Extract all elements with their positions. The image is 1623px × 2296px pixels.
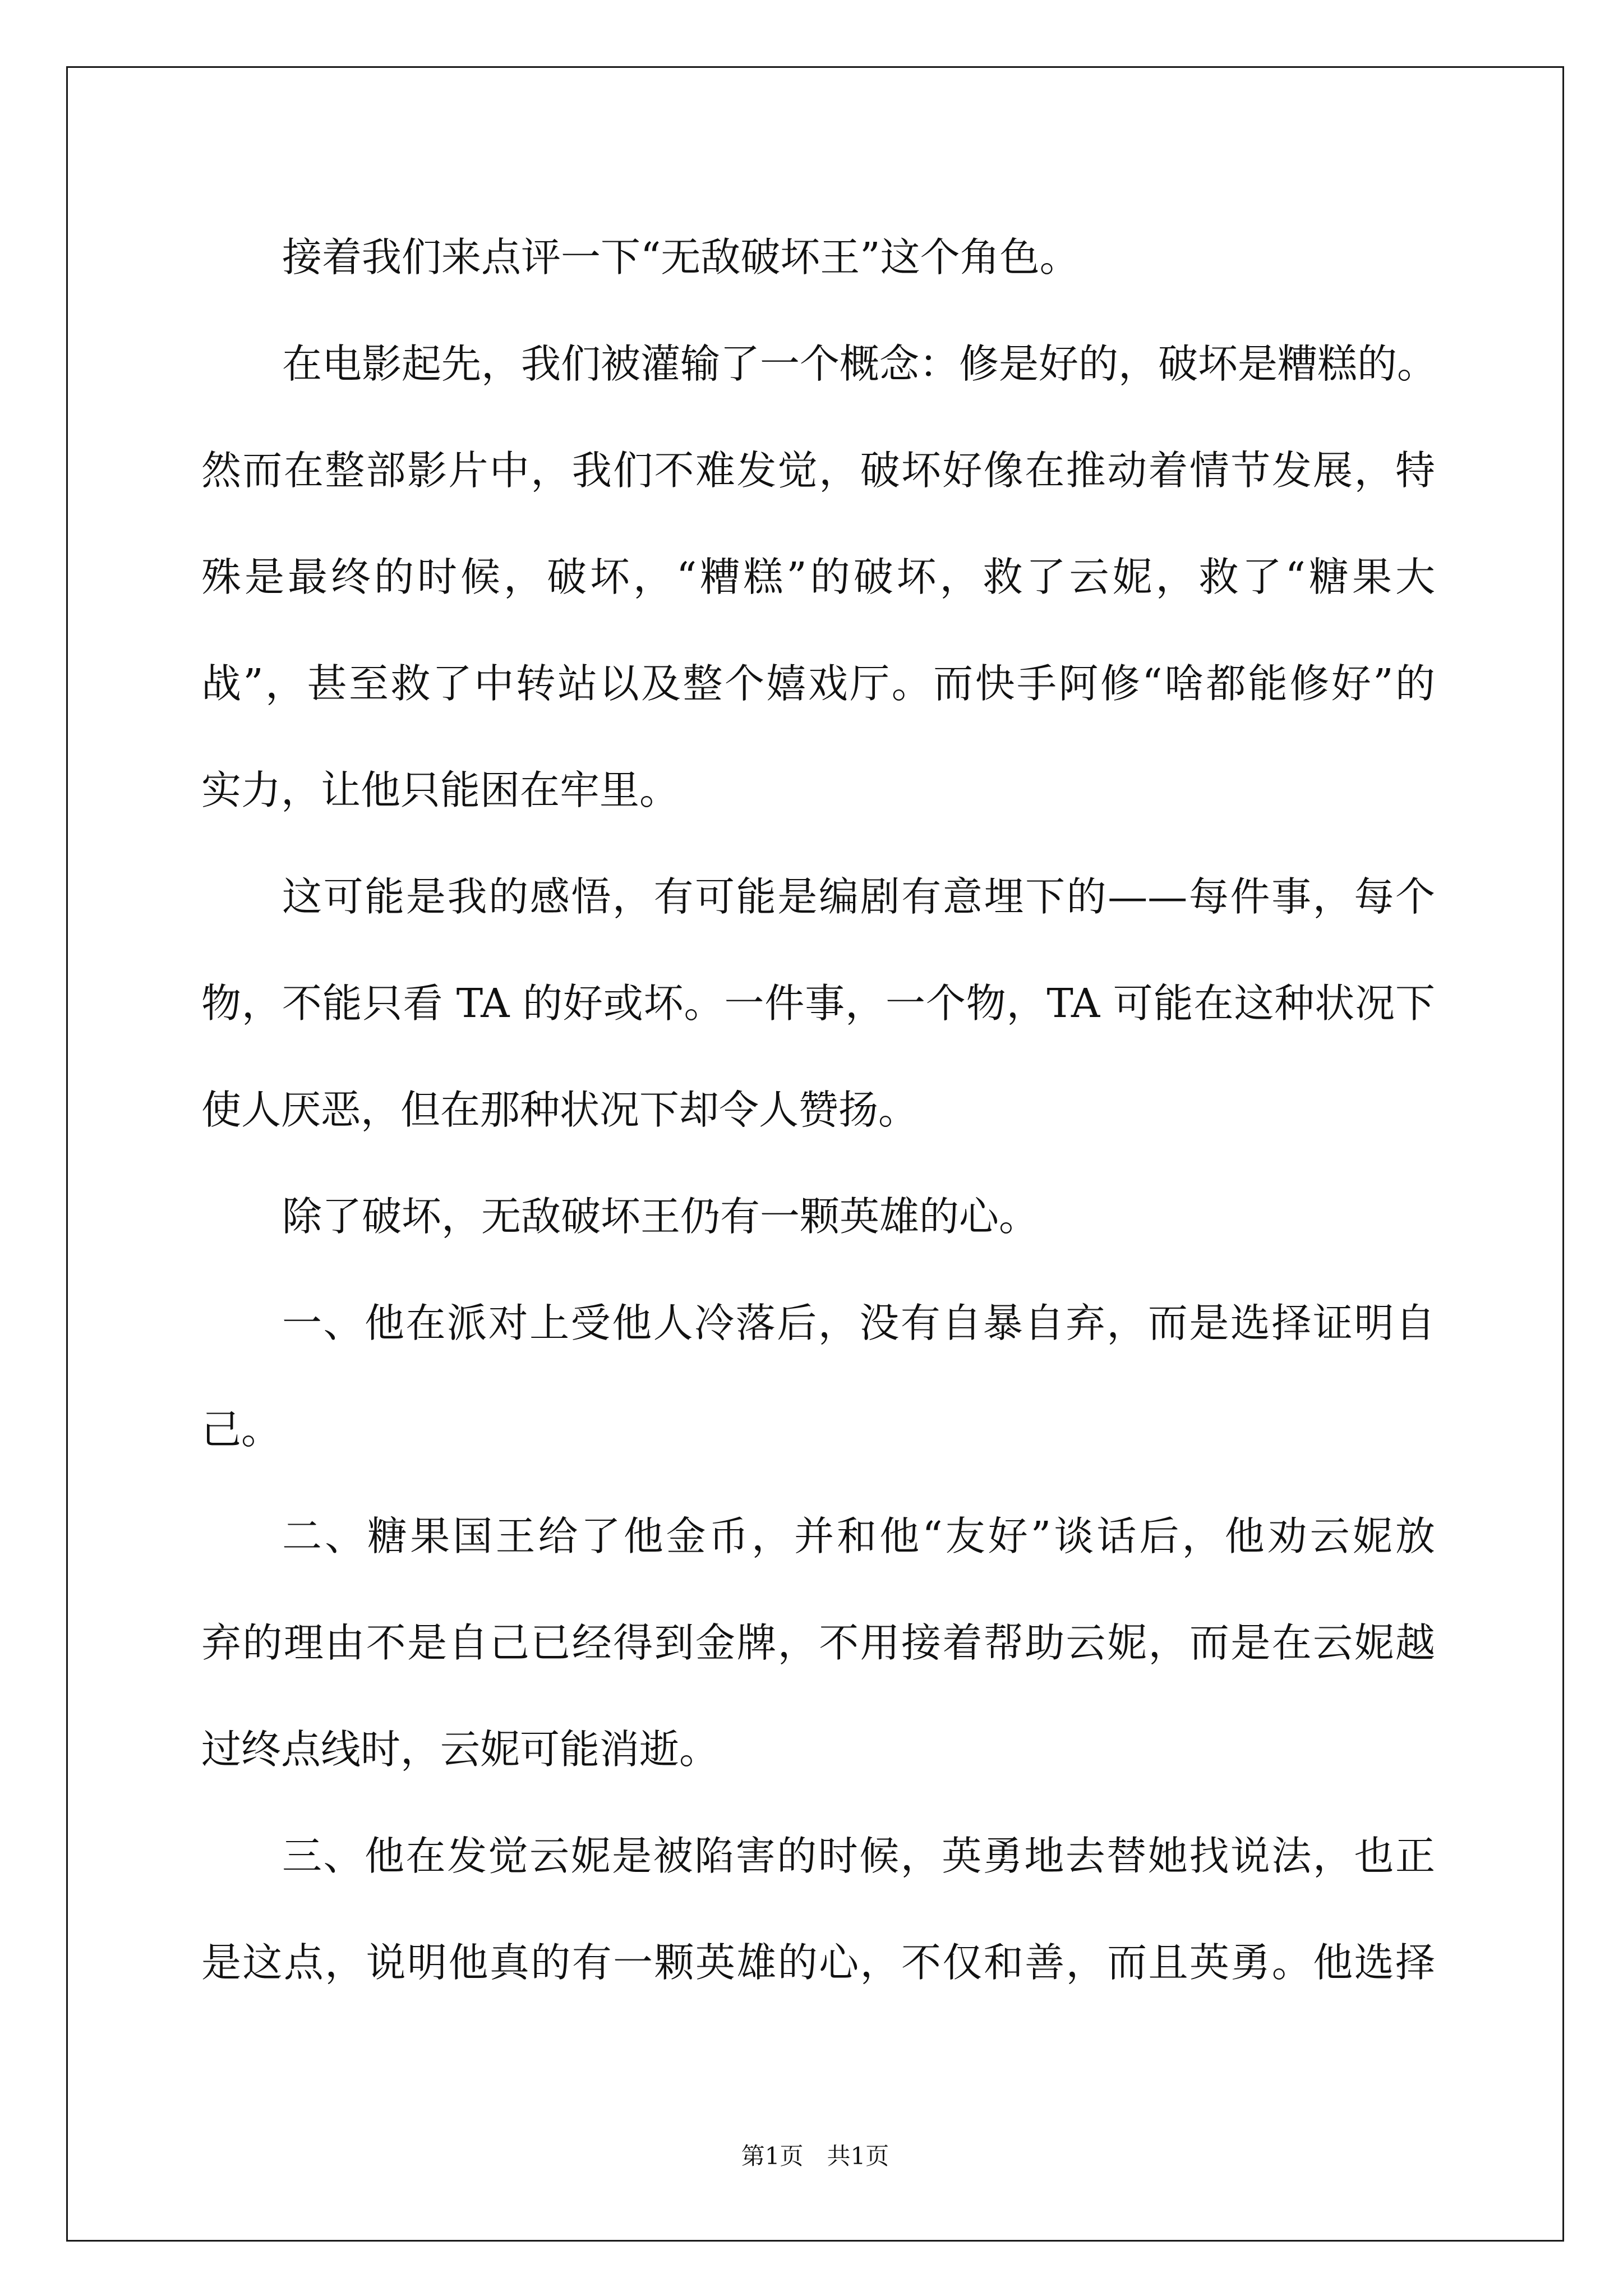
paragraph [201, 311, 1435, 844]
text-line: 一、他在派对上受他人冷落后，没有自暴自弃，而是选择证明自 [282, 1300, 1435, 1346]
text-line: 物，不能只看 TA 的好或坏。一件事，一个物，TA 可能在这种状况下 [201, 980, 1435, 1027]
text-line: 三、他在发觉云妮是被陷害的时候，英勇地去替她找说法，也正 [282, 1833, 1435, 1879]
text-line: 除了破坏，无敌破坏王仍有一颗英雄的心。 [282, 1193, 1039, 1240]
text-line: 然而在整部影片中，我们不难发觉，破坏好像在推动着情节发展，特 [201, 447, 1435, 494]
text-line: 在电影起先，我们被灌输了一个概念：修是好的，破坏是糟糕的。 [282, 341, 1437, 387]
paragraph [201, 204, 1435, 311]
text-line: 过终点线时，云妮可能消逝。 [201, 1726, 720, 1773]
paragraph [201, 844, 1435, 1163]
text-line: 实力，让他只能困在牢里。 [201, 767, 680, 813]
text-line: 这可能是我的感悟，有可能是编剧有意埋下的——每件事，每个 [282, 873, 1435, 920]
text-line: 战”，甚至救了中转站以及整个嬉戏厅。而快手阿修“啥都能修好”的 [201, 660, 1435, 707]
text-line: 己。 [201, 1406, 282, 1453]
document-body [201, 204, 1435, 2016]
text-line: 弃的理由不是自己已经得到金牌，不用接着帮助云妮，而是在云妮越 [201, 1619, 1435, 1666]
paragraph [201, 1270, 1435, 1483]
text-line: 殊是最终的时候，破坏，“糟糕”的破坏，救了云妮，救了“糖果大 [201, 554, 1435, 600]
paragraph [201, 1163, 1435, 1270]
page-number-footer: 第1页 共1页 [741, 2142, 889, 2170]
paragraph [201, 1803, 1435, 2016]
text-line: 接着我们来点评一下“无敌破坏王”这个角色。 [282, 234, 1080, 280]
text-line: 是这点，说明他真的有一颗英雄的心，不仅和善，而且英勇。他选择 [201, 1939, 1435, 1986]
paragraph [201, 1483, 1435, 1803]
text-line: 使人厌恶，但在那种状况下却令人赞扬。 [201, 1087, 919, 1133]
text-line: 二、糖果国王给了他金币，并和他“友好”谈话后，他劝云妮放 [282, 1513, 1435, 1559]
